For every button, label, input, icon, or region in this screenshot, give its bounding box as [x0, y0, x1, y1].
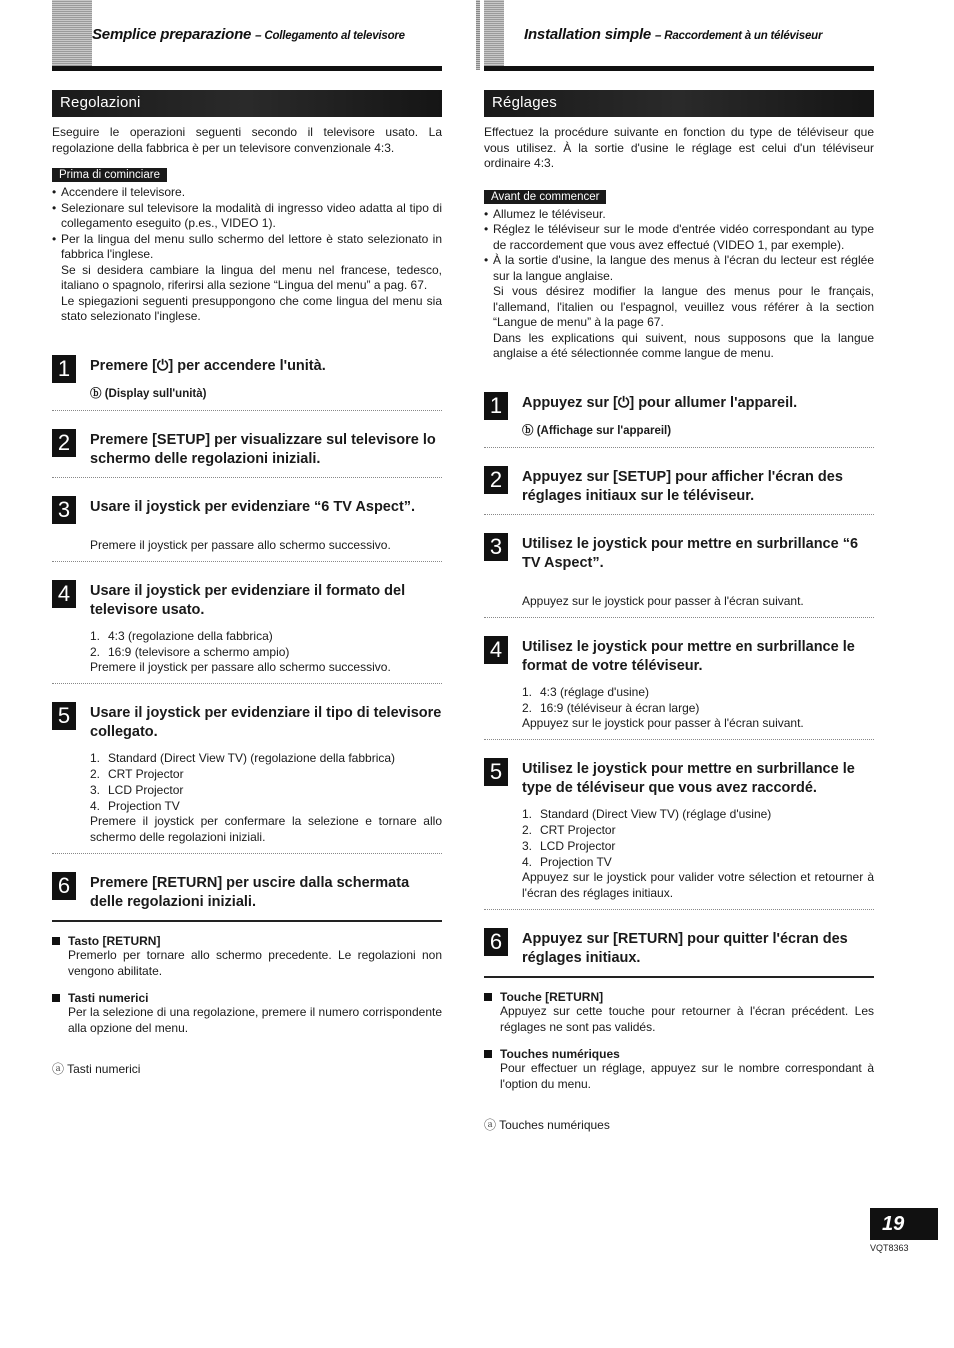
key-text: Pour effectuer un réglage, appuyez sur le nombre correspondant à l'option du menu.: [500, 1061, 874, 1091]
key-return: [484, 990, 874, 1035]
before-list: [484, 207, 874, 362]
step-title: Premere [RETURN] per uscire dalla schermata delle regolazioni iniziali.: [90, 875, 410, 910]
intro-text: Effectuez la procédure suivante en fonction du type de téléviseur que vous utilisez. À la sortie d'usine le réglage est celui d'un téléviseur ordinaire 4:3.: [484, 125, 874, 170]
step-title: Utilisez le joystick pour mettre en surbrillance le format de votre téléviseur.: [522, 638, 855, 674]
step-number: 2: [52, 429, 76, 457]
footnote: ⓐ Touches numériques: [484, 1118, 610, 1132]
step-6: [484, 928, 874, 978]
key-numeric: [484, 1047, 874, 1092]
step-1: [52, 355, 442, 411]
step-title: Appuyez sur [RETURN] pour quitter l'écran des réglages initiaux.: [522, 931, 848, 966]
page-header: [484, 0, 874, 74]
option-list: [522, 684, 874, 716]
step-1: [484, 392, 874, 448]
footnote: ⓐ Tasti numerici: [52, 1062, 141, 1076]
step-number: 1: [52, 355, 76, 383]
key-text: Per la selezione di una regolazione, premere il numero corrispondente alla opzione del menu.: [68, 1005, 442, 1035]
step-number: 4: [52, 580, 76, 608]
step-note: Appuyez sur le joystick pour valider votre sélection et retourner à l'écran des réglages initiaux.: [522, 870, 874, 900]
list-item: 1. 4:3 (réglage d'usine): [522, 684, 650, 699]
step-title: Usare il joystick per evidenziare il formato del televisore usato.: [90, 582, 406, 618]
step-title: Premere [SETUP] per visualizzare sul televisore lo schermo delle regolazioni iniziali.: [90, 431, 436, 467]
option-list: [90, 628, 442, 660]
before-label: Avant de commencer: [484, 190, 606, 204]
step-number: 4: [484, 636, 508, 664]
step-4: [52, 580, 442, 685]
step-body: ⓑ (Display sull'unità): [90, 387, 207, 400]
list-item: 2. CRT Projector: [90, 767, 184, 781]
step-title: Premere [⏻] per accendere l'unità.: [90, 357, 326, 374]
key-title: Tasti numerici: [52, 991, 442, 1005]
step-title: Utilisez le joystick pour mettre en surbrillance le type de téléviseur que vous avez raccordé.: [522, 761, 855, 796]
step-title: Appuyez sur [⏻] pour allumer l'appareil.: [522, 394, 798, 411]
column-french: [484, 0, 874, 1133]
option-list: [90, 750, 442, 814]
step-body: ⓑ (Affichage sur l'appareil): [522, 424, 672, 437]
step-title: Usare il joystick per evidenziare il tipo di televisore collegato.: [90, 705, 442, 740]
header-title: Installation simple – Raccordement à un téléviseur: [524, 26, 823, 43]
step-number: 2: [484, 466, 508, 494]
list-item: 2. 16:9 (televisore a schermo ampio): [90, 644, 290, 659]
header-bar: [484, 0, 504, 70]
step-5: [52, 702, 442, 854]
step-note: Premere il joystick per passare allo schermo successivo.: [90, 659, 391, 674]
step-number: 3: [52, 496, 76, 524]
header-bar: [52, 0, 92, 70]
step-3: [484, 533, 874, 618]
page-header: [52, 0, 442, 74]
list-item: • Per la lingua del menu sullo schermo del lettore è stato selezionato in fabbrica l'inglese.: [52, 232, 442, 263]
key-title: Tasto [RETURN]: [52, 934, 442, 948]
list-paragraph: Dans les explications qui suivent, nous supposons que la langue anglaise a été sélectionnée comme langue de menu.: [493, 330, 874, 360]
step-3: [52, 496, 442, 562]
list-item: 3. LCD Projector: [522, 839, 616, 853]
list-paragraph: Se si desidera cambiare la lingua del menu nel francese, tedesco, italiano o spagnolo, riferirsi alla sezione “Lingua del menu” a pag. 67.: [61, 262, 442, 292]
list-item: 1. 4:3 (regolazione della fabbrica): [90, 628, 273, 643]
step-number: 5: [52, 702, 76, 730]
header-bar: [476, 0, 480, 70]
list-item: 2. CRT Projector: [522, 823, 616, 837]
column-italian: [52, 0, 442, 1077]
section-title: Réglages: [484, 90, 874, 117]
list-item: 4. Projection TV: [522, 855, 612, 869]
step-4: [484, 636, 874, 741]
step-number: 5: [484, 758, 508, 786]
list-item: • Accendere il televisore.: [52, 185, 442, 201]
section-title: Regolazioni: [52, 90, 442, 117]
step-body: Appuyez sur le joystick pour passer à l'écran suivant.: [522, 593, 804, 608]
key-title: Touche [RETURN]: [484, 990, 874, 1004]
step-body: Premere il joystick per passare allo schermo successivo.: [90, 537, 391, 552]
before-label: Prima di cominciare: [52, 168, 167, 182]
step-2: [484, 466, 874, 515]
step-2: [52, 429, 442, 478]
header-rule: [484, 66, 874, 71]
list-item: 3. LCD Projector: [90, 783, 184, 797]
step-number: 3: [484, 533, 508, 561]
intro-text: Eseguire le operazioni seguenti secondo il televisore usato. La regolazione della fabbrica è per un televisore convenzionale 4:3.: [52, 125, 442, 155]
list-paragraph: Le spiegazioni seguenti presuppongono che come lingua del menu sia stato selezionato l'inglese.: [61, 293, 442, 323]
list-item: 4. Projection TV: [90, 799, 180, 813]
list-paragraph: Si vous désirez modifier la langue des menus pour le français, l'allemand, l'italien ou l'espagnol, veuillez vous référer à la section “Langue de menu” à la page 67.: [493, 284, 874, 329]
step-number: 6: [484, 928, 508, 956]
list-item: 2. 16:9 (téléviseur à écran large): [522, 700, 700, 715]
step-6: [52, 872, 442, 922]
step-title: Appuyez sur [SETUP] pour afficher l'écran des réglages initiaux sur le téléviseur.: [522, 468, 843, 504]
page-number: 19: [870, 1208, 938, 1240]
step-note: Appuyez sur le joystick pour passer à l'écran suivant.: [522, 715, 804, 730]
list-item: 1. Standard (Direct View TV) (réglage d'usine): [522, 807, 772, 821]
key-return: [52, 934, 442, 979]
step-title: Usare il joystick per evidenziare “6 TV Aspect”.: [90, 498, 416, 515]
step-5: [484, 758, 874, 910]
key-numeric: [52, 991, 442, 1036]
header-title: Semplice preparazione – Collegamento al televisore: [92, 26, 405, 43]
key-text: Appuyez sur cette touche pour retourner à l'écran précédent. Les réglages ne sont pas validés.: [500, 1004, 874, 1034]
option-list: [522, 806, 874, 870]
document-code: VQT8363: [870, 1243, 909, 1253]
step-number: 6: [52, 872, 76, 900]
before-list: [52, 185, 442, 325]
list-item: • À la sortie d'usine, la langue des menus à l'écran du lecteur est réglée sur la langue anglaise.: [484, 253, 874, 284]
step-note: Premere il joystick per confermare la selezione e tornare allo schermo delle regolazioni iniziali.: [90, 814, 442, 844]
list-item: 1. Standard (Direct View TV) (regolazione della fabbrica): [90, 751, 396, 765]
key-text: Premerlo per tornare allo schermo precedente. Le regolazioni non vengono abilitate.: [68, 948, 442, 978]
step-title: Utilisez le joystick pour mettre en surbrillance “6 TV Aspect”.: [522, 535, 859, 571]
list-item: • Réglez le téléviseur sur le mode d'entrée vidéo correspondant au type de raccordement que vous avez effectué (VIDEO 1, par exemple).: [484, 222, 874, 253]
key-title: Touches numériques: [484, 1047, 874, 1061]
header-rule: [52, 66, 442, 71]
list-item: • Allumez le téléviseur.: [484, 207, 874, 223]
step-number: 1: [484, 392, 508, 420]
list-item: • Selezionare sul televisore la modalità di ingresso video adatta al tipo di collegamento eseguito (p.es., VIDEO 1).: [52, 201, 442, 232]
